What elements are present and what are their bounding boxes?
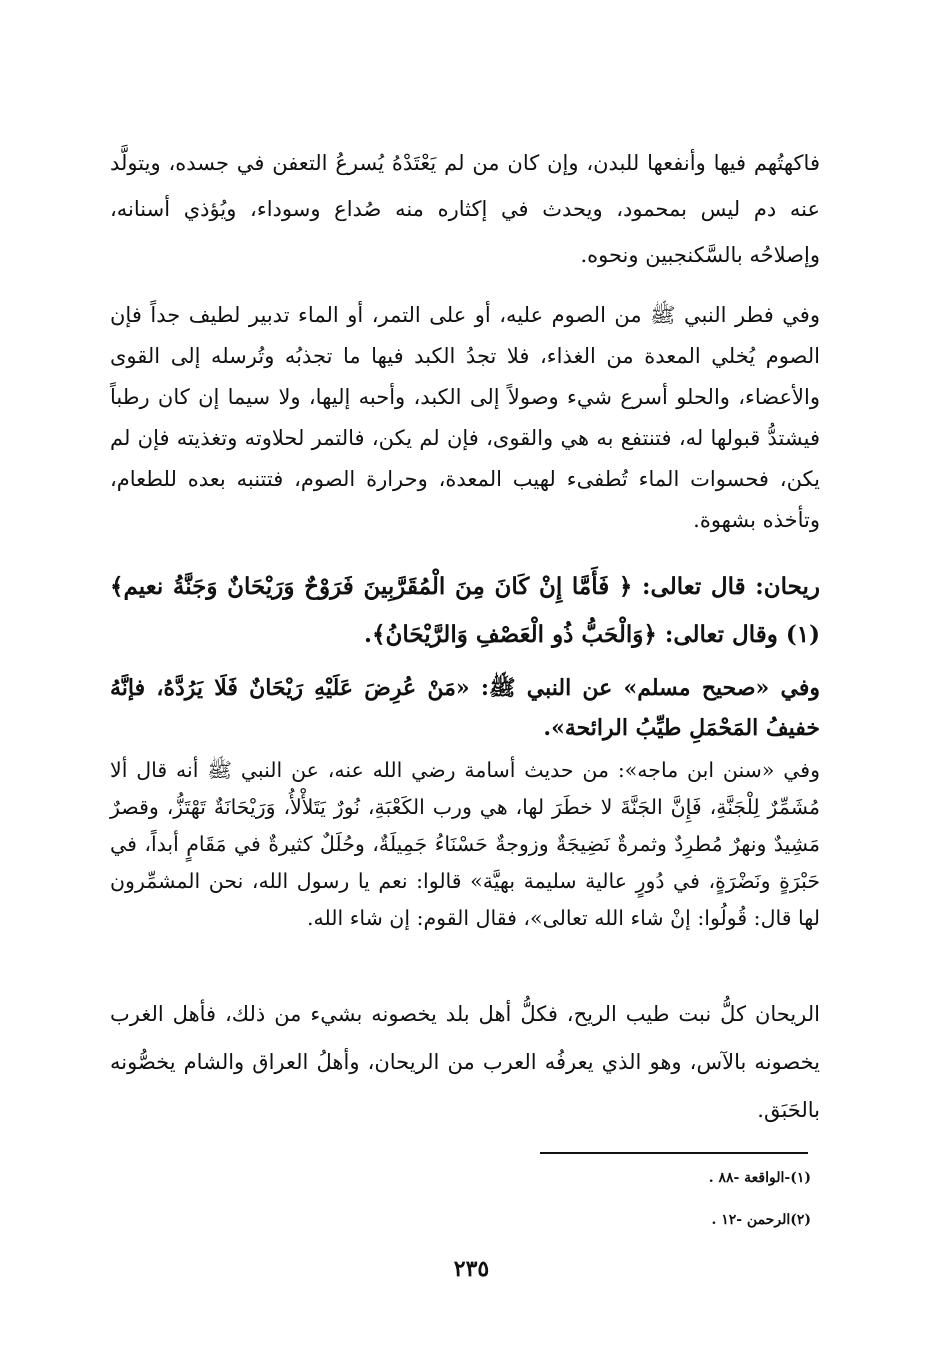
footnote-2: (٢)الرحمن -١٢ .	[711, 1212, 811, 1228]
footnote-1: (١)-الواقعة -٨٨ .	[708, 1170, 811, 1186]
page-number: ٢٣٥	[453, 1256, 490, 1282]
paragraph-rayhan-definition: الريحان كلُّ نبت طيب الريح، فكلُّ أهل بلد يخصونه بشيء من ذلك، فأهل الغرب يخصونه بالآس، وهو الذي يعرفُه العرب من الريحان، وأهلُ العراق والشام يخصُّونه بالحَبَق.	[110, 1002, 820, 1122]
paragraph-sahih-muslim: وفي «صحيح مسلم» عن النبي ﷺ: «مَنْ عُرِضَ عَلَيْهِ رَيْحَانٌ فَلَا يَرُدَّهُ، فإنَّهُ خفيفُ المَحْمَلِ طيِّبُ الرائحة».	[110, 675, 820, 741]
paragraph-rayhan-heading: ريحان: قال تعالى: ﴿ فَأَمَّا إِنْ كَانَ مِنَ الْمُقَرَّبِينَ فَرَوْحٌ وَرَيْحَانٌ وَجَنَّةُ نعيم﴾ (١) وقال تعالى: ﴿وَالْحَبُّ ذُو الْعَصْفِ وَالرَّيْحَانُ﴾.	[110, 573, 820, 648]
paragraph-ibn-majah: وفي «سنن ابن ماجه»: من حديث أسامة رضي الله عنه، عن النبي ﷺ أنه قال ألا مُشَمِّرٌ لِلْجَنَّةِ، فَإِنَّ الجَنَّةَ لا خطَرَ لها، هي ورب الكَعْبَةِ، نُورٌ يَتَلأْلأُ، وَرَيْحَانَةٌ تَهْتَزُّ، وقصرٌ مَشِيدٌ ونهرٌ مُطرِدٌ وثمرةٌ نَضِيجَةٌ وزوجةٌ حَسْنَاءُ جَمِيلَةٌ، وحُلَلٌ كثيرةٌ في مَقَامٍ أبداً، في حَبْرَةٍ ونَضْرَةٍ، في دُورٍ عالية سليمة بهيَّة» قالوا: نعم يا رسول الله، نحن المشمِّرون لها قال: قُولُوا: إنْ شاء الله تعالى»، فقال القوم: إن شاء الله.	[110, 758, 820, 930]
footnote-divider	[540, 1152, 808, 1154]
paragraph-breaking-fast: وفي فطر النبي ﷺ من الصوم عليه، أو على التمر، أو الماء تدبير لطيف جداً فإن الصوم يُخلي المعدة من الغذاء، فلا تجدُ الكبد فيها ما تجذبُه وتُرسله إلى القوى والأعضاء، والحلو أسرع شيء وصولاً إلى الكبد، وأحبه إليها، ولا سيما إن كان رطباً فيشتدُّ قبولها له، فتنتفع به هي والقوى، فإن لم يكن، فالتمر لحلاوته وتغذيته فإن لم يكن، فحسوات الماء تُطفىء لهيب المعدة، وحرارة الصوم، فتتنبه بعده للطعام، وتأخذه بشهوة.	[110, 303, 821, 532]
paragraph-dates-benefits: فاكهتُهم فيها وأنفعها للبدن، وإن كان من لم يَعْتَدْهُ يُسرعُ التعفن في جسده، ويتولَّد عنه دم ليس بمحمود، ويحدث في إكثاره منه صُداع وسوداء، ويُؤذي أسنانه، وإصلاحُه بالسَّكنجبين ونحوه.	[110, 151, 820, 267]
